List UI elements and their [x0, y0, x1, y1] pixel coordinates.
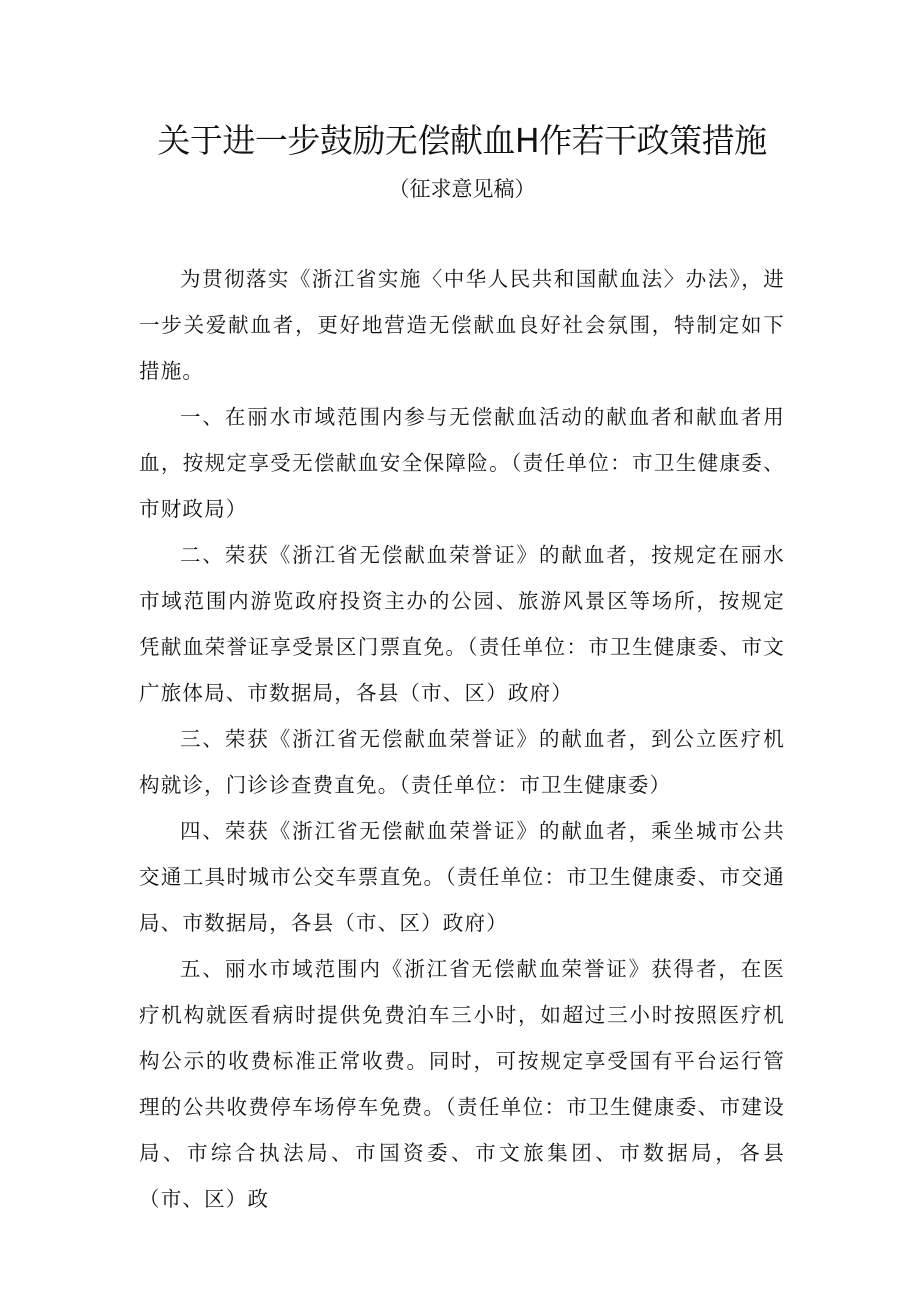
measure-3-paragraph: 三、荣获《浙江省无偿献血荣誉证》的献血者，到公立医疗机构就诊，门诊诊查费直免。（责任单位：市卫生健康委） [139, 727, 785, 797]
measure-1-paragraph: 一、在丽水市域范围内参与无偿献血活动的献血者和献血者用血，按规定享受无偿献血安全保障险。（责任单位：市卫生健康委、市财政局） [139, 405, 785, 521]
document-body [139, 256, 785, 1222]
intro-paragraph: 为贯彻落实《浙江省实施〈中华人民共和国献血法〉办法》，进一步关爱献血者，更好地营造无偿献血良好社会氛围，特制定如下措施。 [139, 267, 785, 383]
measure-4-paragraph: 四、荣获《浙江省无偿献血荣誉证》的献血者，乘坐城市公共交通工具时城市公交车票直免。（责任单位：市卫生健康委、市交通局、市数据局，各县（市、区）政府） [139, 819, 785, 935]
measure-2-paragraph: 二、荣获《浙江省无偿献血荣誉证》的献血者，按规定在丽水市域范围内游览政府投资主办的公园、旅游风景区等场所，按规定凭献血荣誉证享受景区门票直免。（责任单位：市卫生健康委、市文广旅体局、市数据局，各县（市、区）政府） [139, 543, 785, 705]
document-title: 关于进一步鼓励无偿献血H作若干政策措施 [157, 121, 767, 160]
measure-5-paragraph: 五、丽水市域范围内《浙江省无偿献血荣誉证》获得者，在医疗机构就医看病时提供免费泊车三小时，如超过三小时按照医疗机构公示的收费标准正常收费。同时，可按规定享受国有平台运行管理的公共收费停车场停车免费。（责任单位：市卫生健康委、市建设局、市综合执法局、市国资委、市文旅集团、市数据局，各县（市、区）政 [139, 957, 785, 1211]
document-subtitle: （征求意见稿） [388, 177, 536, 201]
